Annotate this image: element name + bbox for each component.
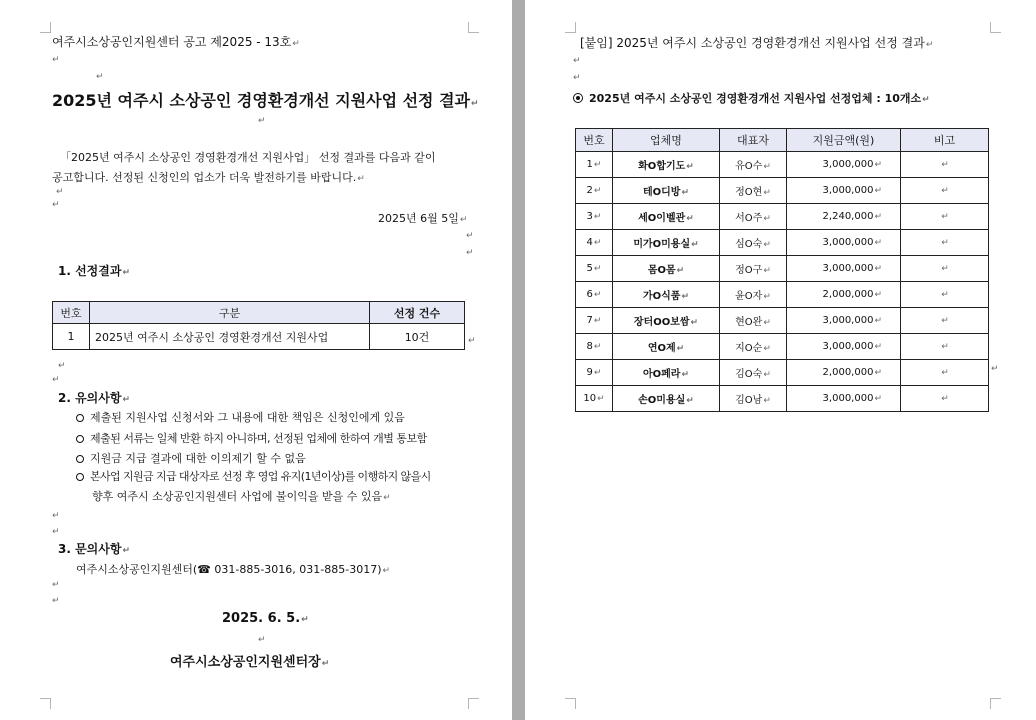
row-number: 10↵ [576,386,613,412]
row-representative: 정O구↵ [720,256,787,282]
row-representative: 유O수↵ [720,152,787,178]
corner-mark [40,698,51,709]
paragraph-mark: ↵ [52,55,60,65]
row-business-name: 가O식품↵ [613,282,720,308]
row-note: ↵ [901,334,989,360]
paragraph-mark: ↵ [52,375,60,385]
row-representative: 현O완↵ [720,308,787,334]
row-note: ↵ [901,178,989,204]
document-title: 2025년 여주시 소상공인 경영환경개선 지원사업 선정 결과↵ [52,91,479,110]
section-2-heading: 2. 유의사항↵ [58,391,131,405]
row-number: 9↵ [576,360,613,386]
paragraph-mark: ↵ [573,56,581,66]
section-1-heading: 1. 선정결과↵ [58,264,131,278]
document-page-1 [0,0,512,720]
row-representative: 심O숙↵ [720,230,787,256]
table-row [576,230,989,256]
row-representative: 정O현↵ [720,178,787,204]
row-business-name: 손O미용실↵ [613,386,720,412]
bullet-icon [76,435,84,443]
row-number: 2↵ [576,178,613,204]
bullet-icon [76,414,84,422]
document-page-2 [525,0,1036,720]
row-business-name: 장터OO보쌈↵ [613,308,720,334]
row-note: ↵ [901,152,989,178]
page-gap [512,0,525,720]
notice-number: 여주시소상공인지원센터 공고 제2025 - 13호↵ [52,35,300,49]
table-header-row [53,302,465,324]
table-row [576,334,989,360]
row-note: ↵ [901,204,989,230]
intro-line-2: 공고합니다. 선정된 신청인의 업소가 더욱 발전하기를 바랍니다.↵ [52,171,365,184]
corner-mark [468,22,479,33]
corner-mark [40,22,51,33]
row-representative: 지O순↵ [720,334,787,360]
row-amount: 2,000,000↵ [787,360,901,386]
paragraph-mark: ↵ [96,72,104,82]
row-number: 4↵ [576,230,613,256]
summary-line: 2025년 여주시 소상공인 경영환경개선 지원사업 선정업체 : 10개소↵ [573,90,930,106]
paragraph-mark: ↵ [991,364,999,374]
row-amount: 3,000,000↵ [787,308,901,334]
paragraph-mark: ↵ [52,527,60,537]
bullet-icon [76,455,84,463]
row-number: 1↵ [576,152,613,178]
paragraph-mark: ↵ [258,635,266,645]
row-number: 8↵ [576,334,613,360]
row-business-name: 세O이벨관↵ [613,204,720,230]
row-count: 10건 [370,324,465,350]
paragraph-mark: ↵ [466,248,474,258]
row-note: ↵ [901,360,989,386]
closing-date: 2025. 6. 5.↵ [222,611,309,626]
notice-item-continuation: 향후 여주시 소상공인지원센터 사업에 불이익을 받을 수 있음↵ [92,490,391,503]
corner-mark [565,698,576,709]
header-count: 선정 건수 [370,302,465,324]
paragraph-mark: ↵ [468,336,476,346]
attachment-title: [붙임] 2025년 여주시 소상공인 경영환경개선 지원사업 선정 결과↵ [580,36,934,50]
selection-result-table [52,301,465,350]
row-number: 1 [53,324,90,350]
table-row [576,386,989,412]
row-business-name: 화O합기도↵ [613,152,720,178]
notice-item: 제출된 서류는 일체 반환 하지 아니하며, 선정된 업체에 한하여 개별 통보함 [76,430,427,446]
header-category: 구분 [90,302,370,324]
notice-item: 제출된 지원사업 신청서와 그 내용에 대한 책임은 신청인에게 있음 [76,409,405,425]
row-note: ↵ [901,308,989,334]
paragraph-mark: ↵ [56,187,64,197]
row-business-name: 몸O몸↵ [613,256,720,282]
row-amount: 2,240,000↵ [787,204,901,230]
header-note: 비고 [901,129,989,152]
table-row [576,152,989,178]
row-business-name: 테O디방↵ [613,178,720,204]
paragraph-mark: ↵ [258,116,266,126]
row-representative: 서O주↵ [720,204,787,230]
row-category: 2025년 여주시 소상공인 경영환경개선 지원사업 [90,324,370,350]
row-amount: 3,000,000↵ [787,256,901,282]
paragraph-mark: ↵ [58,361,66,371]
table-row [576,360,989,386]
paragraph-mark: ↵ [52,200,60,210]
paragraph-mark: ↵ [466,231,474,241]
row-number: 7↵ [576,308,613,334]
paragraph-mark: ↵ [52,596,60,606]
paragraph-mark: ↵ [52,511,60,521]
header-number: 번호 [576,129,613,152]
double-circle-icon [573,93,583,103]
row-number: 3↵ [576,204,613,230]
corner-mark [468,698,479,709]
header-representative: 대표자 [720,129,787,152]
table-row [576,204,989,230]
corner-mark [990,698,1001,709]
header-number: 번호 [53,302,90,324]
table-row [576,256,989,282]
row-amount: 2,000,000↵ [787,282,901,308]
row-note: ↵ [901,386,989,412]
intro-line-1: 「2025년 여주시 소상공인 경영환경개선 지원사업」 선정 결과를 다음과 같이 [60,151,436,164]
row-representative: 김O남↵ [720,386,787,412]
contact-info: 여주시소상공인지원센터(☎ 031-885-3016, 031-885-3017)↵ [76,563,391,576]
notice-item: 지원금 지급 결과에 대한 이의제기 할 수 없음 [76,450,306,466]
row-number: 6↵ [576,282,613,308]
table-row [576,282,989,308]
notice-item: 본사업 지원금 지급 대상자로 선정 후 영업 유지(1년이상)를 이행하지 않을시 [76,468,431,484]
paragraph-mark: ↵ [573,73,581,83]
row-amount: 3,000,000↵ [787,334,901,360]
row-amount: 3,000,000↵ [787,386,901,412]
row-amount: 3,000,000↵ [787,152,901,178]
corner-mark [990,22,1001,33]
row-note: ↵ [901,230,989,256]
table-row [576,178,989,204]
row-amount: 3,000,000↵ [787,178,901,204]
header-amount: 지원금액(원) [787,129,901,152]
row-representative: 김O숙↵ [720,360,787,386]
notice-date: 2025년 6월 5일↵ [378,212,468,225]
selected-businesses-table [575,128,989,412]
row-amount: 3,000,000↵ [787,230,901,256]
section-3-heading: 3. 문의사항↵ [58,542,131,556]
table-header-row [576,129,989,152]
corner-mark [565,22,576,33]
signature: 여주시소상공인지원센터장↵ [170,655,330,670]
row-business-name: 아O페라↵ [613,360,720,386]
row-business-name: 연O제↵ [613,334,720,360]
table-row [576,308,989,334]
bullet-icon [76,473,84,481]
paragraph-mark: ↵ [52,580,60,590]
row-note: ↵ [901,282,989,308]
table-row [53,324,465,350]
header-business-name: 업체명 [613,129,720,152]
row-number: 5↵ [576,256,613,282]
row-business-name: 미가O미용실↵ [613,230,720,256]
row-representative: 윤O자↵ [720,282,787,308]
row-note: ↵ [901,256,989,282]
